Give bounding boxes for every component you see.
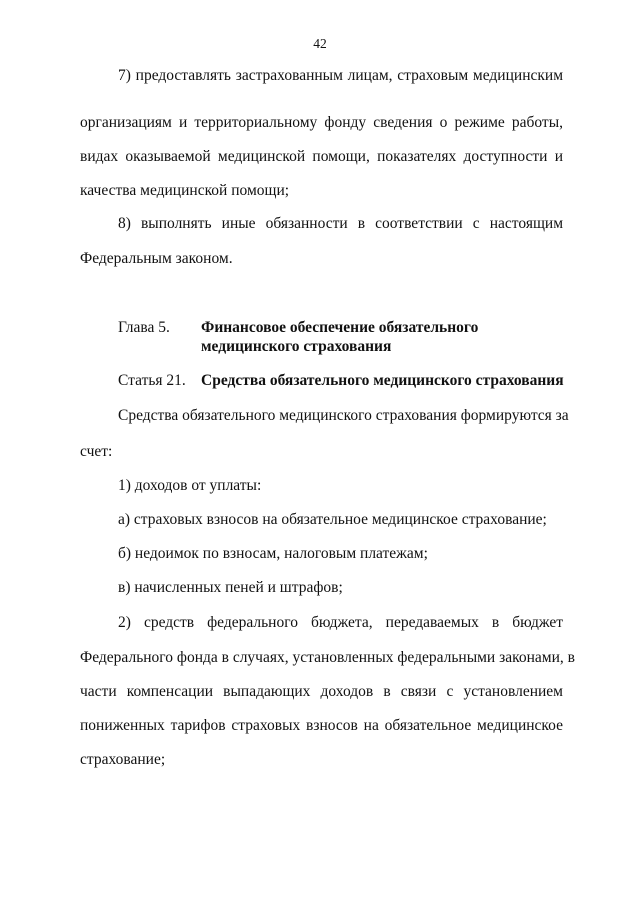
intro-line-2: счет: (80, 443, 113, 460)
list-item-a: а) страховых взносов на обязательное медицинское страхование; (118, 511, 547, 528)
intro-line-1: Средства обязательного медицинского страхования формируются за (118, 407, 569, 424)
page-number: 42 (313, 36, 327, 51)
list-item-v: в) начисленных пеней и штрафов; (118, 579, 343, 596)
list-item-1: 1) доходов от уплаты: (118, 477, 262, 494)
paragraph-7-line-4: качества медицинской помощи; (80, 182, 290, 199)
paragraph-8-line-2: Федеральным законом. (80, 250, 233, 267)
paragraph-2-line-1: 2) средств федерального бюджета, передаваемых в бюджет (118, 614, 563, 631)
paragraph-2-line-3: части компенсации выпадающих доходов в связи с установлением (80, 683, 563, 700)
chapter-title-line-1: Финансовое обеспечение обязательного (201, 319, 479, 336)
paragraph-2-line-4: пониженных тарифов страховых взносов на обязательное медицинское (80, 717, 563, 734)
chapter-title-line-2: медицинского страхования (201, 338, 392, 355)
chapter-label: Глава 5. (118, 319, 170, 336)
paragraph-7-line-3: видах оказываемой медицинской помощи, показателях доступности и (80, 148, 563, 165)
paragraph-2-line-2: Федерального фонда в случаях, установленных федеральными законами, в (80, 649, 575, 666)
paragraph-8-line-1: 8) выполнять иные обязанности в соответствии с настоящим (118, 215, 563, 232)
article-title: Средства обязательного медицинского страхования (201, 372, 564, 389)
paragraph-7-line-2: организациям и территориальному фонду сведения о режиме работы, (80, 114, 563, 131)
paragraph-7-line-1: 7) предоставлять застрахованным лицам, страховым медицинским (118, 67, 563, 84)
list-item-b: б) недоимок по взносам, налоговым платежам; (118, 545, 428, 562)
paragraph-2-line-5: страхование; (80, 751, 166, 768)
article-label: Статья 21. (118, 372, 186, 389)
